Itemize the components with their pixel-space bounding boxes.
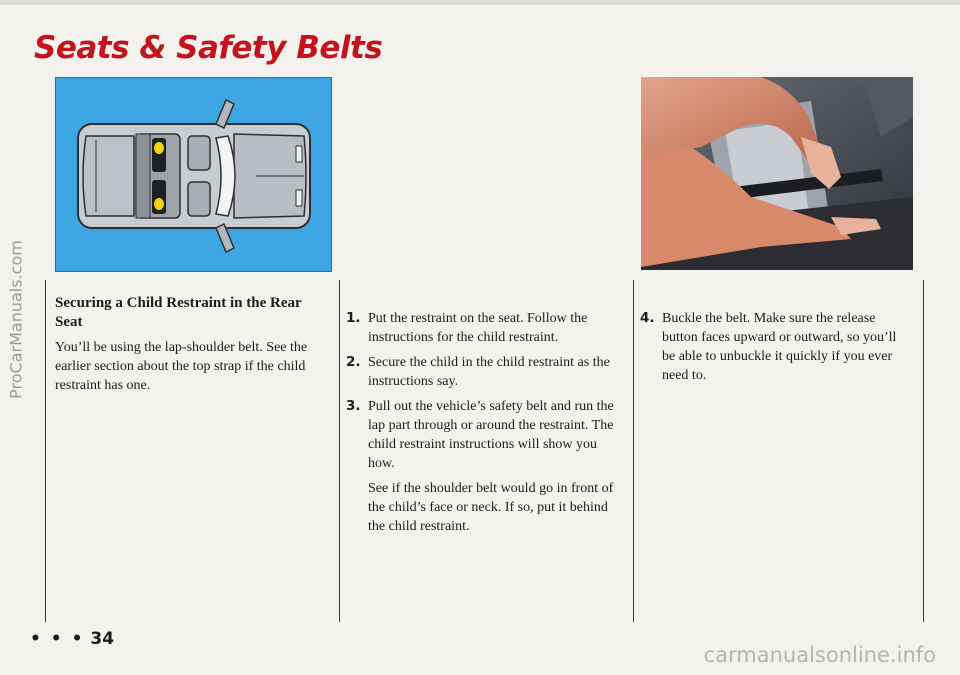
car-diagram-figure	[55, 77, 332, 272]
final-step-column	[640, 309, 910, 391]
buckling-belt-photo-icon	[641, 77, 913, 270]
final-step-list	[640, 309, 910, 385]
side-watermark: ProCarManuals.com	[6, 240, 26, 399]
step3-note: See if the shoulder belt would go in front of the child’s face or neck. If so, put it behind the child restraint.	[368, 481, 614, 534]
column-rule-right	[923, 280, 924, 622]
step-text: Secure the child in the child restraint as the instructions say.	[368, 355, 610, 389]
page-title: Seats & Safety Belts	[34, 30, 383, 66]
car-top-view-icon	[56, 78, 331, 271]
step-number: 2.	[346, 354, 361, 370]
step-text: Pull out the vehicle’s safety belt and run the lap part through or around the restraint. The child restraint instructions will show you how.	[368, 399, 614, 471]
step-item	[346, 397, 622, 473]
step-item	[346, 309, 622, 347]
step-text: Put the restraint on the seat. Follow the instructions for the child restraint.	[368, 311, 588, 345]
top-rule	[0, 0, 960, 5]
step-number: 4.	[640, 310, 655, 326]
column-rule-middle	[339, 280, 340, 622]
column-rule-left	[45, 280, 46, 622]
section-heading: Securing a Child Restraint in the Rear Seat	[55, 295, 302, 330]
page-number	[30, 629, 114, 649]
intro-column	[55, 294, 320, 395]
step-number: 3.	[346, 398, 361, 414]
step-number: 1.	[346, 310, 361, 326]
steps-column	[346, 309, 622, 536]
step-text: Buckle the belt. Make sure the release button faces upward or outward, so you’ll be able to unbuckle it quickly if you ever need to.	[662, 311, 897, 383]
step-item	[640, 309, 910, 385]
steps-list	[346, 309, 622, 473]
bottom-watermark: carmanualsonline.info	[703, 643, 936, 667]
page-number-dots: • • •	[30, 629, 85, 649]
buckle-photo-figure	[641, 77, 913, 270]
column-rule-center	[633, 280, 634, 622]
step-item	[346, 353, 622, 391]
page-number-value: 34	[90, 629, 115, 649]
intro-paragraph: You’ll be using the lap-shoulder belt. See the earlier section about the top strap if the child restraint has one.	[55, 340, 308, 393]
